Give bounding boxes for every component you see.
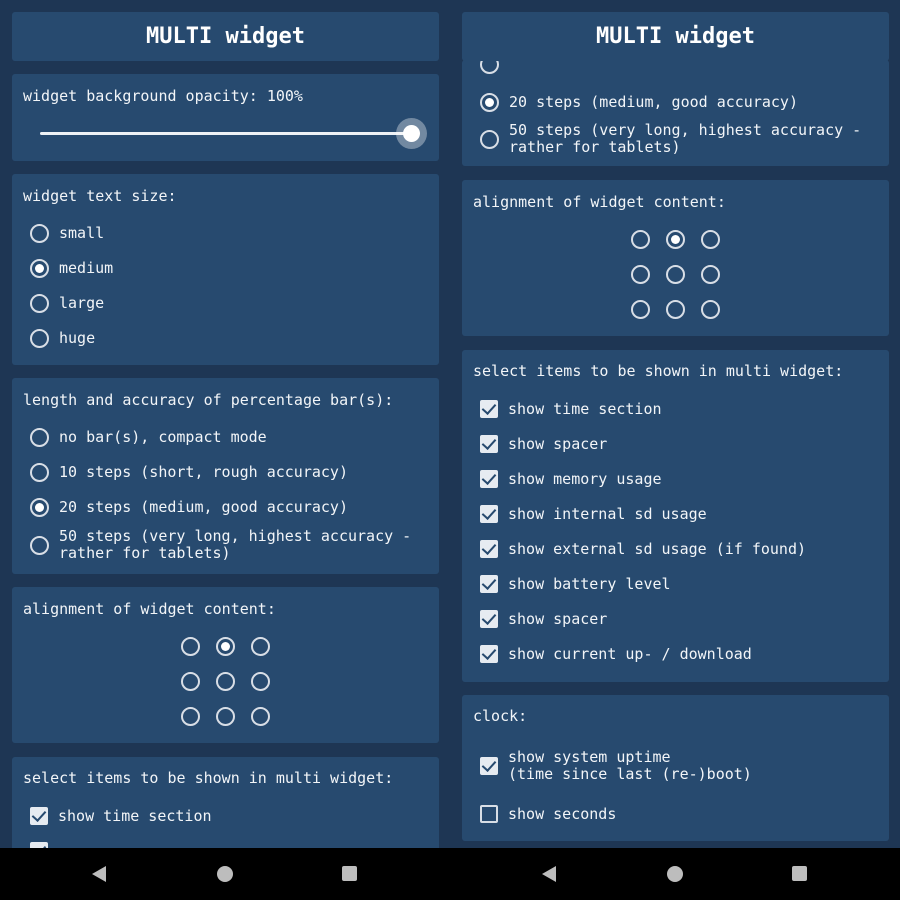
checkbox-checked[interactable] [480,645,498,663]
radio-button[interactable] [30,463,49,482]
header-title-text: MULTI widget [146,24,305,49]
checkbox-unchecked[interactable] [480,805,498,823]
item-show-internal-sd[interactable] [480,505,707,523]
items-title: select items to be shown in multi widget: [473,362,844,380]
home-icon[interactable] [667,866,683,882]
align-bottom-center[interactable] [666,300,685,319]
option-label: show spacer [508,609,608,628]
checkbox-checked[interactable] [30,807,48,825]
radio-button[interactable] [30,294,49,313]
option-label: show battery level [508,574,671,593]
align-bottom-left[interactable] [631,300,650,319]
text-size-title: widget text size: [23,187,177,205]
item-show-time-section[interactable] [480,400,662,418]
option-label: show time section [58,806,212,825]
option-label: medium [59,259,114,277]
align-middle-center[interactable] [216,672,235,691]
option-label: 50 steps (very long, highest accuracy - rather for tablets) [59,527,412,562]
radio-button[interactable] [480,130,499,149]
text-size-option-huge[interactable] [30,329,95,348]
option-label: show seconds [508,804,617,823]
text-size-option-large[interactable] [30,294,104,313]
align-middle-right[interactable] [251,672,270,691]
radio-button-selected[interactable] [30,259,49,278]
opacity-slider-track[interactable] [40,132,412,135]
option-label: large [59,294,105,312]
align-top-center[interactable] [666,230,685,249]
items-card [12,757,439,848]
alignment-card [462,180,889,336]
align-middle-center[interactable] [666,265,685,284]
align-bottom-center[interactable] [216,707,235,726]
align-bottom-right[interactable] [251,707,270,726]
home-icon[interactable] [217,866,233,882]
navigation-bar [0,848,900,900]
alignment-card [12,587,439,743]
bar-option-50[interactable] [30,528,411,562]
option-label: show system uptime (time since last (re-)boot) [508,748,752,783]
radio-button-selected[interactable] [480,93,499,112]
option-label: show spacer [508,434,608,453]
bar-option-50[interactable] [480,122,861,156]
item-show-time-section[interactable] [30,807,212,825]
radio-button[interactable] [30,428,49,447]
checkbox-checked[interactable] [480,505,498,523]
radio-button[interactable] [30,536,49,555]
option-label: show memory usage [508,469,662,488]
item-show-memory-usage[interactable] [480,470,662,488]
text-size-card [12,174,439,365]
checkbox-checked[interactable] [480,610,498,628]
align-middle-right[interactable] [701,265,720,284]
align-top-right[interactable] [701,230,720,249]
align-middle-left[interactable] [181,672,200,691]
checkbox-checked[interactable] [480,757,498,775]
bar-option-10[interactable] [30,463,348,482]
radio-button-selected[interactable] [30,498,49,517]
left-settings-panel [0,0,450,848]
align-bottom-right[interactable] [701,300,720,319]
option-label: 50 steps (very long, highest accuracy - rather for tablets) [509,121,862,156]
align-top-center[interactable] [216,637,235,656]
opacity-label: widget background opacity: 100% [23,87,303,105]
opacity-slider-thumb[interactable] [396,118,427,149]
clock-card [462,695,889,841]
option-label: show external sd usage (if found) [508,539,807,558]
recents-icon[interactable] [792,866,807,881]
opacity-card [12,74,439,161]
radio-button[interactable] [30,224,49,243]
bar-option-20[interactable] [480,93,798,112]
checkbox-checked[interactable] [480,435,498,453]
item-show-battery-level[interactable] [480,575,671,593]
align-top-left[interactable] [631,230,650,249]
alignment-title: alignment of widget content: [23,600,276,618]
item-show-spacer-2[interactable] [480,610,607,628]
bar-option-none[interactable] [30,428,267,447]
item-show-external-sd[interactable] [480,540,806,558]
right-settings-panel [450,0,900,848]
radio-button[interactable] [30,329,49,348]
option-label: 20 steps (medium, good accuracy) [509,93,798,111]
clock-title: clock: [473,707,528,725]
checkbox-checked[interactable] [480,400,498,418]
align-middle-left[interactable] [631,265,650,284]
text-size-option-small[interactable] [30,224,104,243]
bar-option-20[interactable] [30,498,348,517]
align-top-right[interactable] [251,637,270,656]
back-icon[interactable] [542,866,556,882]
header-title [462,12,889,61]
option-label: show current up- / download [508,644,752,663]
header-title-text: MULTI widget [596,24,755,49]
option-label: 20 steps (medium, good accuracy) [59,498,348,516]
option-label: huge [59,329,96,347]
align-bottom-left[interactable] [181,707,200,726]
alignment-grid [181,637,270,726]
back-icon[interactable] [92,866,106,882]
item-show-up-download[interactable] [480,645,752,663]
bar-card [12,378,439,574]
bar-card-partial [462,60,889,166]
align-top-left[interactable] [181,637,200,656]
checkbox-checked[interactable] [480,540,498,558]
items-card [462,350,889,682]
alignment-grid [631,230,720,319]
clock-show-uptime[interactable] [480,749,752,783]
items-title: select items to be shown in multi widget: [23,769,394,787]
option-label: show time section [508,399,662,418]
recents-icon[interactable] [342,866,357,881]
header-title [12,12,439,61]
text-size-option-medium[interactable] [30,259,113,278]
alignment-title: alignment of widget content: [473,193,726,211]
option-label: no bar(s), compact mode [59,428,267,446]
bar-title: length and accuracy of percentage bar(s): [23,391,394,409]
option-label: small [59,224,105,242]
option-label: show internal sd usage [508,504,707,523]
item-show-spacer[interactable] [480,435,607,453]
checkbox-checked[interactable] [480,575,498,593]
clock-show-seconds[interactable] [480,805,616,823]
checkbox-checked[interactable] [480,470,498,488]
option-label: 10 steps (short, rough accuracy) [59,463,348,481]
